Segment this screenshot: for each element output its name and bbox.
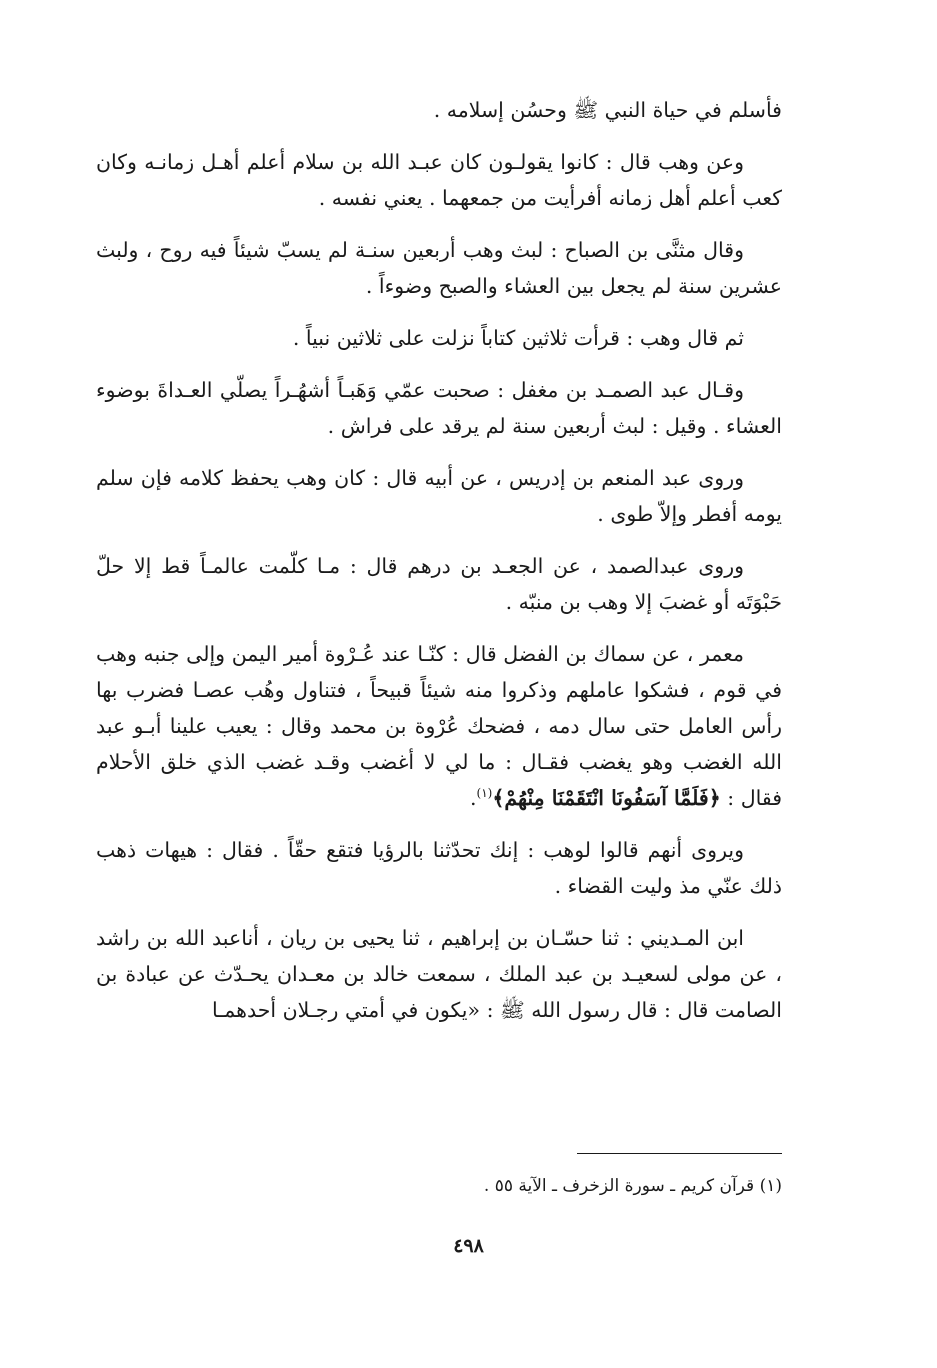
paragraph-8-end: . [469,786,477,810]
footnote-reference[interactable]: (١) [476,786,493,801]
paragraph-1: فأسلم في حياة النبي ﷺ وحسُن إسلامه . [433,98,782,122]
paragraph-8-text: معمر ، عن سماك بن الفضل قال : كنّـا عند عُـرْوة أمير اليمن وإلى جنبه وهب في قوم ، فشكوا عاملهم وذكروا منه شيئاً قبيحاً ، فتناول وهُب عصـا فضرب بها رأس العامل حتى سال دمه ، فضحك عُرْوة بن محمد وقال : يعيب علينا أبـو عبد الله الغضب وهو يغضب فقـال : ما لي لا أغضب وقـد غضب الذي خلق الأحلام فقال : [96,642,782,810]
paragraph-7: وروى عبدالصمد ، عن الجعـد بن درهم قال : مـا كلّمت عالمـاً قط إلا حلّ حَبْوَتَه أو غضبَ إلا وهب بن منبّه . [96,554,782,614]
footnote-divider [577,1153,782,1154]
paragraph-5: وقـال عبد الصمـد بن مغفل : صحبت عمّي وَهَبـاً أشهُـراً يصلّي العـداةَ بوضوء العشاء . وقيل : لبث أربعين سنة لم يرقد على فراش . [96,378,782,438]
paragraph-3: وقال مثنَّى بن الصباح : لبث وهب أربعين سنـة لم يسبّ شيئاً فيه روح ، ولبث عشرين سنة لم يجعل بين العشاء والصبح وضوءاً . [96,238,782,298]
page-body [96,92,782,1044]
quran-verse: ﴿فَلَمَّا آسَفُونَا انْتَقَمْنَا مِنْهُمْ﴾ [492,786,721,810]
footnote: (١) قرآن كريم ـ سورة الزخرف ـ الآية ٥٥ . [483,1176,782,1196]
paragraph-6: وروى عبد المنعم بن إدريس ، عن أبيه قال : كان وهب يحفظ كلامه فإن سلم يومه أفطر وإلاّ طوى . [96,466,782,526]
paragraph-8 [96,636,782,816]
paragraph-10: ابن المـديني : ثنا حسّـان بن إبراهيم ، ثنا يحيى بن ريان ، أناعبد الله بن راشد ، عن مولى لسعيـد بن عبد الملك ، سمعت خالد بن معـدان يحـدّث عن عبادة بن الصامت قال : قال رسول الله ﷺ : «يكون في أمتي رجـلان أحدهمـا [96,926,782,1022]
page-number: ٤٩٨ [453,1235,484,1257]
paragraph-4: ثم قال وهب : قرأت ثلاثين كتاباً نزلت على ثلاثين نبياً . [292,326,744,350]
paragraph-9: ويروى أنهم قالوا لوهب : إنك تحدّثنا بالرؤيا فتقع حقّاً . فقال : هيهات ذهب ذلك عنّي مذ وليت القضاء . [96,838,782,898]
paragraph-2: وعن وهب قال : كانوا يقولـون كان عبـد الله بن سلام أعلم أهـل زمانـه وكان كعب أعلم أهل زمانه أفرأيت من جمعهما . يعني نفسه . [96,150,782,210]
